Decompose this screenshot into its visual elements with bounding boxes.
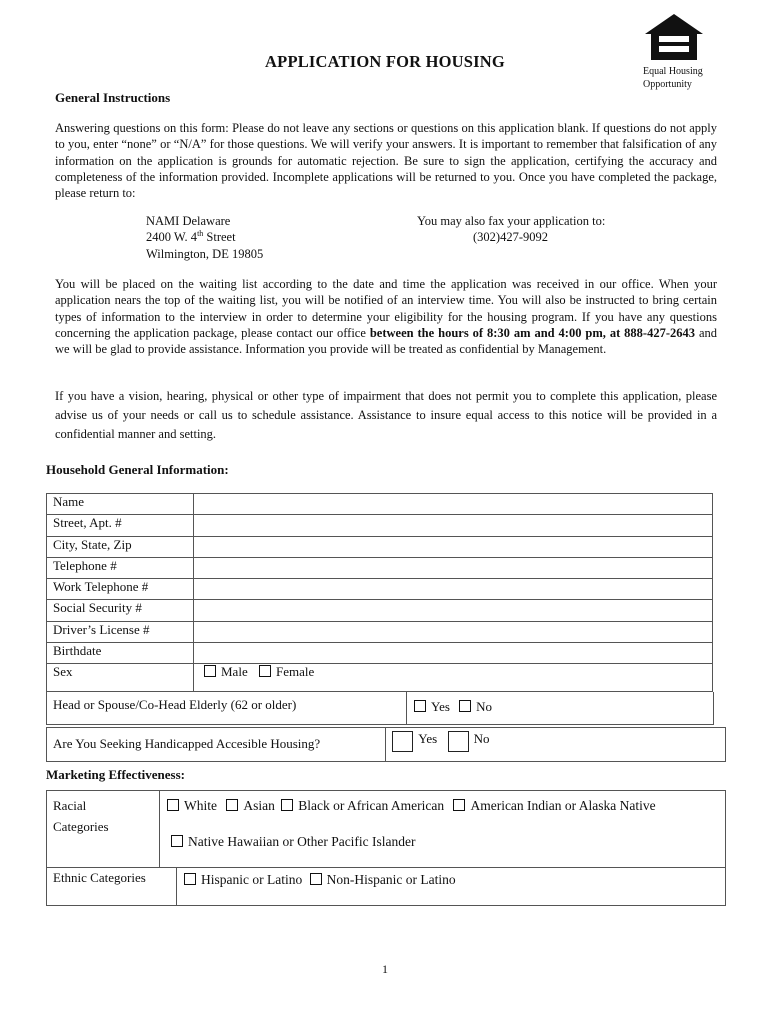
ethnic-non-hispanic-checkbox[interactable] bbox=[310, 873, 322, 885]
table-row bbox=[47, 579, 713, 600]
row-label: Sex bbox=[47, 664, 194, 692]
answer-field[interactable] bbox=[194, 515, 713, 536]
equal-housing-house-icon bbox=[643, 12, 705, 62]
table-row bbox=[47, 536, 713, 557]
race-white-checkbox[interactable] bbox=[167, 799, 179, 811]
page-number: 1 bbox=[382, 962, 388, 976]
handicapped-yes-label: Yes bbox=[418, 731, 438, 746]
elderly-row bbox=[46, 692, 714, 725]
page-title: APPLICATION FOR HOUSING bbox=[265, 52, 505, 71]
answer-field[interactable] bbox=[194, 643, 713, 664]
fax-number: (302)427-9092 bbox=[473, 230, 548, 245]
row-label: Name bbox=[47, 494, 194, 515]
elderly-yes-checkbox[interactable] bbox=[414, 700, 426, 712]
row-label: Driver’s License # bbox=[47, 621, 194, 642]
table-row bbox=[47, 494, 713, 515]
table-row bbox=[47, 643, 713, 664]
handicapped-no-label: No bbox=[473, 731, 490, 746]
sex-female-checkbox[interactable] bbox=[259, 665, 271, 677]
address-street: 2400 W. 4th Street bbox=[146, 229, 236, 245]
racial-label: Racial Categories bbox=[53, 798, 109, 834]
race-black-checkbox[interactable] bbox=[281, 799, 293, 811]
instructions-paragraph-2: You will be placed on the waiting list according to the date and time the application was received in our office. When your application nears the top of the waiting list, you will be notified of an interview time. You will also be instructed to bring certain types of information to the interview in order to determine your eligibility for the housing program. If you have any questions concerning the application package, please contact our office between the hours of 8:30 am and 4:00 pm, at 888-427-2643 and we will be glad to provide assistance. Information you provide will be treated as confidential by Management. bbox=[55, 277, 717, 357]
equal-housing-line2: Opportunity bbox=[643, 79, 692, 90]
table-row bbox=[47, 515, 713, 536]
table-row bbox=[47, 557, 713, 578]
row-label: Social Security # bbox=[47, 600, 194, 621]
table-row bbox=[47, 664, 713, 692]
table-row bbox=[47, 600, 713, 621]
ethnic-options: Hispanic or Latino Non-Hispanic or Latino bbox=[182, 872, 456, 888]
fax-info bbox=[417, 213, 647, 246]
answer-field[interactable] bbox=[194, 494, 713, 515]
answer-field[interactable] bbox=[194, 621, 713, 642]
household-heading: Household General Information: bbox=[46, 462, 229, 477]
elderly-no-label: No bbox=[476, 699, 493, 714]
race-native-hawaiian-checkbox[interactable] bbox=[171, 835, 183, 847]
ethnic-hispanic-checkbox[interactable] bbox=[184, 873, 196, 885]
handicapped-no-checkbox[interactable] bbox=[448, 731, 469, 752]
elderly-label: Head or Spouse/Co-Head Elderly (62 or older) bbox=[53, 697, 297, 712]
table-row bbox=[47, 621, 713, 642]
row-label: City, State, Zip bbox=[47, 536, 194, 557]
race-asian-checkbox[interactable] bbox=[226, 799, 238, 811]
equal-housing-line1: Equal Housing bbox=[643, 66, 703, 77]
ethnic-label: Ethnic Categories bbox=[53, 870, 146, 885]
equal-housing-caption bbox=[643, 65, 703, 91]
row-label: Work Telephone # bbox=[47, 579, 194, 600]
handicapped-label: Are You Seeking Handicapped Accesible Housing? bbox=[53, 736, 321, 751]
fax-label: You may also fax your application to: bbox=[417, 214, 606, 228]
office-hours: between the hours of 8:30 am and 4:00 pm, at 888-427-2643 bbox=[369, 325, 695, 340]
row-label: Birthdate bbox=[47, 643, 194, 664]
marketing-heading: Marketing Effectiveness: bbox=[46, 767, 185, 782]
race-american-indian-checkbox[interactable] bbox=[453, 799, 465, 811]
answer-field[interactable] bbox=[194, 579, 713, 600]
row-label: Street, Apt. # bbox=[47, 515, 194, 536]
answer-field[interactable] bbox=[194, 536, 713, 557]
marketing-table bbox=[46, 790, 726, 906]
address-name: NAMI Delaware bbox=[146, 214, 231, 228]
sex-male-checkbox[interactable] bbox=[204, 665, 216, 677]
general-instructions-heading: General Instructions bbox=[55, 90, 171, 105]
answer-field[interactable] bbox=[194, 557, 713, 578]
instructions-paragraph-3: If you have a vision, hearing, physical or other type of impairment that does not permit you to complete this application, please advise us of your needs or call us to schedule assistance. Assistance to insure equal access to this notice will be provided in a confidential manner and setting. bbox=[55, 389, 717, 441]
elderly-no-checkbox[interactable] bbox=[459, 700, 471, 712]
household-table bbox=[46, 493, 713, 692]
sex-male-label: Male bbox=[221, 664, 248, 680]
racial-options-line1: White Asian Black or African American American Indian or Alaska Native bbox=[165, 798, 656, 814]
answer-field[interactable] bbox=[194, 600, 713, 621]
address-city: Wilmington, DE 19805 bbox=[146, 246, 264, 261]
return-address bbox=[146, 213, 263, 262]
instructions-paragraph-1: Answering questions on this form: Please do not leave any sections or questions on this application blank. If questions do not apply to you, enter “none” or “N/A” for those questions. We will verify your answers. It is important to remember that falsification of any information on the application is grounds for automatic rejection. Be sure to sign the application, certifying the accuracy and completeness of the information provided. Incomplete applications will be returned to you. Once you have completed the package, please return to: bbox=[55, 121, 717, 201]
row-label: Telephone # bbox=[47, 557, 194, 578]
racial-options-line2: Native Hawaiian or Other Pacific Islander bbox=[169, 834, 416, 850]
handicapped-yes-checkbox[interactable] bbox=[392, 731, 413, 752]
elderly-yes-label: Yes bbox=[431, 699, 450, 714]
sex-female-label: Female bbox=[275, 664, 315, 680]
handicapped-row bbox=[46, 727, 726, 762]
